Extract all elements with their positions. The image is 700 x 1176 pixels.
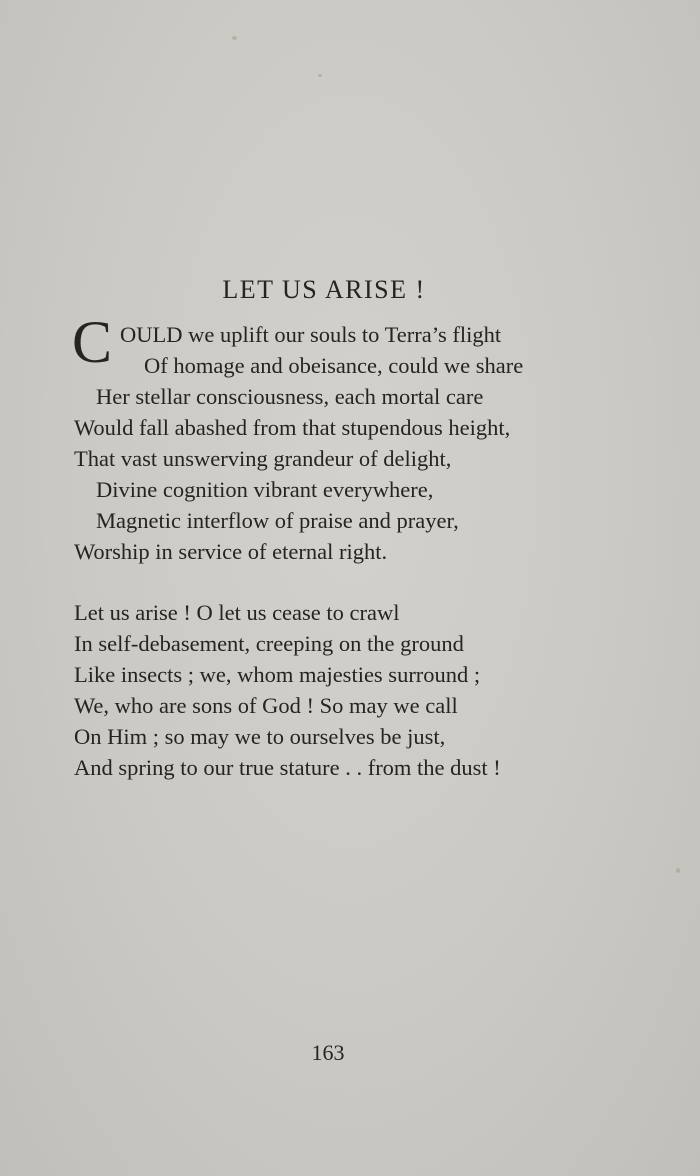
page-number: 163 <box>311 1040 345 1065</box>
poem-line: Would fall abashed from that stupendous height, <box>74 415 511 440</box>
paper-speck <box>232 36 237 40</box>
poem-line: That vast unswerving grandeur of delight, <box>74 446 452 471</box>
poem-line: Worship in service of eternal right. <box>74 539 388 564</box>
poem-line: In self-debasement, creeping on the ground <box>74 631 464 656</box>
paper-speck <box>676 868 680 873</box>
poem-line: Like insects ; we, whom majesties surround ; <box>74 662 481 687</box>
poem-line: OULD we uplift our souls to Terra’s flight <box>120 322 502 347</box>
poem-line: Of homage and obeisance, could we share <box>144 353 524 378</box>
poem-title: LET US ARISE ! <box>222 275 426 305</box>
poem-line: And spring to our true stature . . from the dust ! <box>74 755 501 780</box>
poem-line: Her stellar consciousness, each mortal care <box>96 384 484 409</box>
poem-line: On Him ; so may we to ourselves be just, <box>74 724 446 749</box>
poem-line: We, who are sons of God ! So may we call <box>74 693 458 718</box>
poem-line: Magnetic interflow of praise and prayer, <box>96 508 459 533</box>
poem-line: Let us arise ! O let us cease to crawl <box>74 600 400 625</box>
poem-line: Divine cognition vibrant everywhere, <box>96 477 434 502</box>
drop-cap: C <box>72 309 113 375</box>
paper-speck <box>318 74 322 77</box>
